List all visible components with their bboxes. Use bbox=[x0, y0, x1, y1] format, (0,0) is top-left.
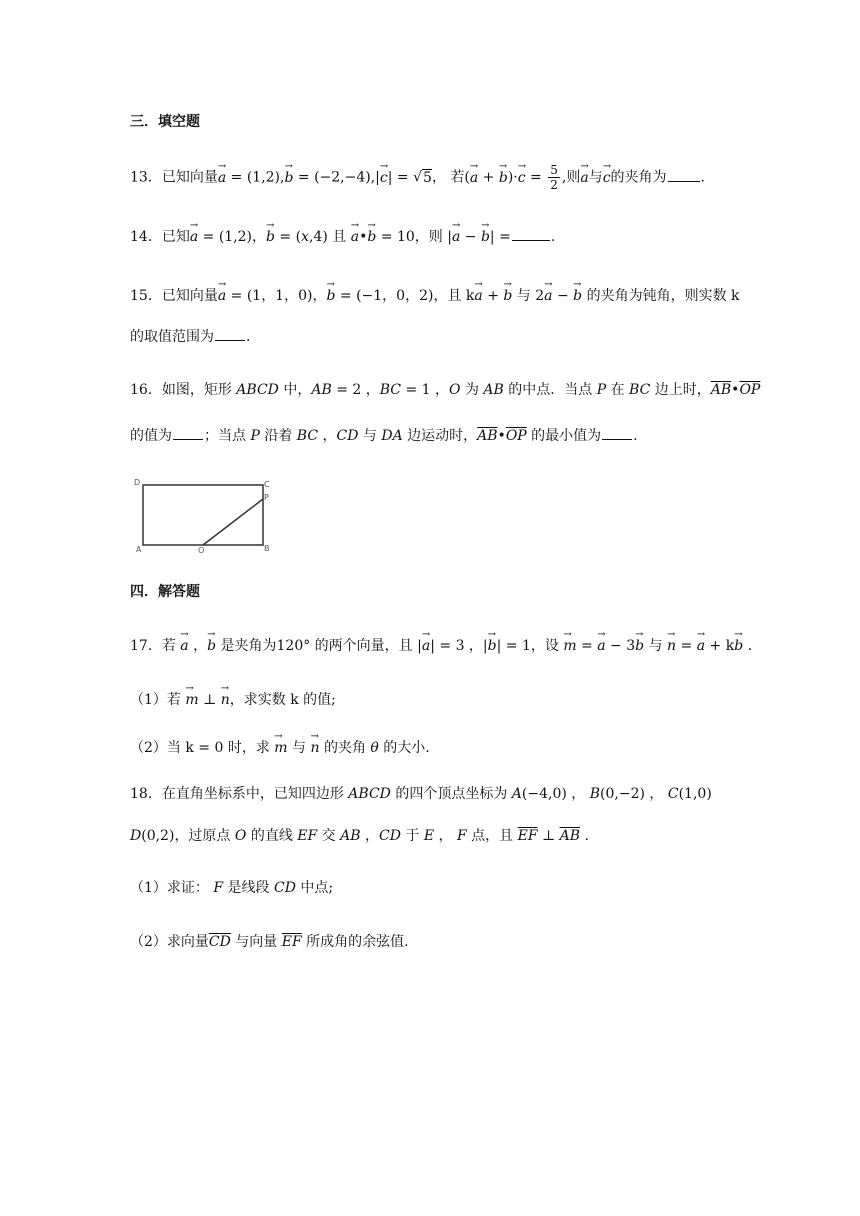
rectangle-abcd bbox=[143, 485, 263, 545]
label-b: B bbox=[264, 544, 270, 553]
answer-blank[interactable] bbox=[668, 167, 700, 182]
question-15-line-2: 的取值范围为 . bbox=[130, 326, 250, 347]
answer-blank[interactable] bbox=[173, 425, 203, 440]
answer-blank[interactable] bbox=[215, 326, 245, 341]
question-number: 18． bbox=[130, 786, 162, 802]
question-number: 16． bbox=[130, 382, 162, 398]
section-title-answer: 四．解答题 bbox=[130, 584, 200, 600]
question-17: 17．若 → a ，→ b 是夹角为120° 的两个向量，且 |→ a| = 3 ，|→ b| = 1，设 → m = → a − 3→ b 与 → n = → a + k→ b . bbox=[130, 636, 752, 656]
rectangle-figure bbox=[133, 475, 278, 555]
label-c: C bbox=[264, 480, 270, 489]
question-18: 18．在直角坐标系中，已知四边形 ABCD 的四个顶点坐标为 A(−4,0) ， B(0,−2) ， C(1,0) bbox=[130, 786, 712, 802]
question-18-line-2: D(0,2)，过原点 O 的直线 EF 交 AB ，CD 于 E ， F 点，且 $\overline{EF}$ ⊥ $\overline{AB}$ . bbox=[130, 828, 589, 844]
question-16-line-2: 的值为 ；当点 P 沿着 BC ，CD 与 DA 边运动时，$\overline{AB}•\overline{OP}$ 的最小值为 . bbox=[130, 425, 638, 446]
fraction: $\frac{5}{2}$ bbox=[550, 163, 558, 192]
label-d: D bbox=[134, 478, 141, 487]
label-o: O bbox=[198, 546, 205, 555]
question-number: 17． bbox=[130, 638, 162, 654]
question-18-part-2: （2）求向量$\overline{CD}$ 与向量 $\overline{EF}$ 所成角的余弦值. bbox=[130, 934, 409, 950]
question-17-part-1: （1）若 → m ⊥ → n，求实数 k 的值; bbox=[130, 690, 336, 710]
question-13: 13．已知向量→ a = (1,2),→ b = (−2,−4),|→ c| = √5， 若(→ a + → b)·→ c = $\frac{5}{2}$ ,则→ a与→ c的夹角为 . bbox=[130, 163, 705, 192]
question-18-part-1: （1）求证： F 是线段 CD 中点; bbox=[130, 880, 334, 896]
question-number: 14． bbox=[130, 229, 162, 245]
question-17-part-2: （2）当 k = 0 时，求 → m 与 → n 的夹角 θ 的大小. bbox=[130, 738, 430, 758]
segment-op bbox=[203, 499, 263, 545]
answer-blank[interactable] bbox=[602, 425, 632, 440]
section-title-fill-in: 三．填空题 bbox=[130, 114, 200, 130]
answer-blank[interactable] bbox=[512, 226, 550, 241]
question-number: 15． bbox=[130, 288, 162, 304]
label-p: P bbox=[264, 493, 269, 502]
label-a: A bbox=[136, 545, 142, 554]
question-14: 14．已知→ a = (1,2)，→ b = (x,4) 且 → a•→ b = 10，则 |→ a − → b| = . bbox=[130, 226, 555, 247]
question-number: 13． bbox=[130, 169, 162, 186]
question-16: 16．如图，矩形 ABCD 中，AB = 2 ，BC = 1 ，O 为 AB 的中点．当点 P 在 BC 边上时，$\overline{AB}•\overline{OP}$ bbox=[130, 382, 761, 398]
question-15: 15．已知向量→ a = (1，1，0)，→ b = (−1，0，2)，且 k→ a + → b 与 2→ a − → b 的夹角为钝角，则实数 k bbox=[130, 286, 740, 306]
